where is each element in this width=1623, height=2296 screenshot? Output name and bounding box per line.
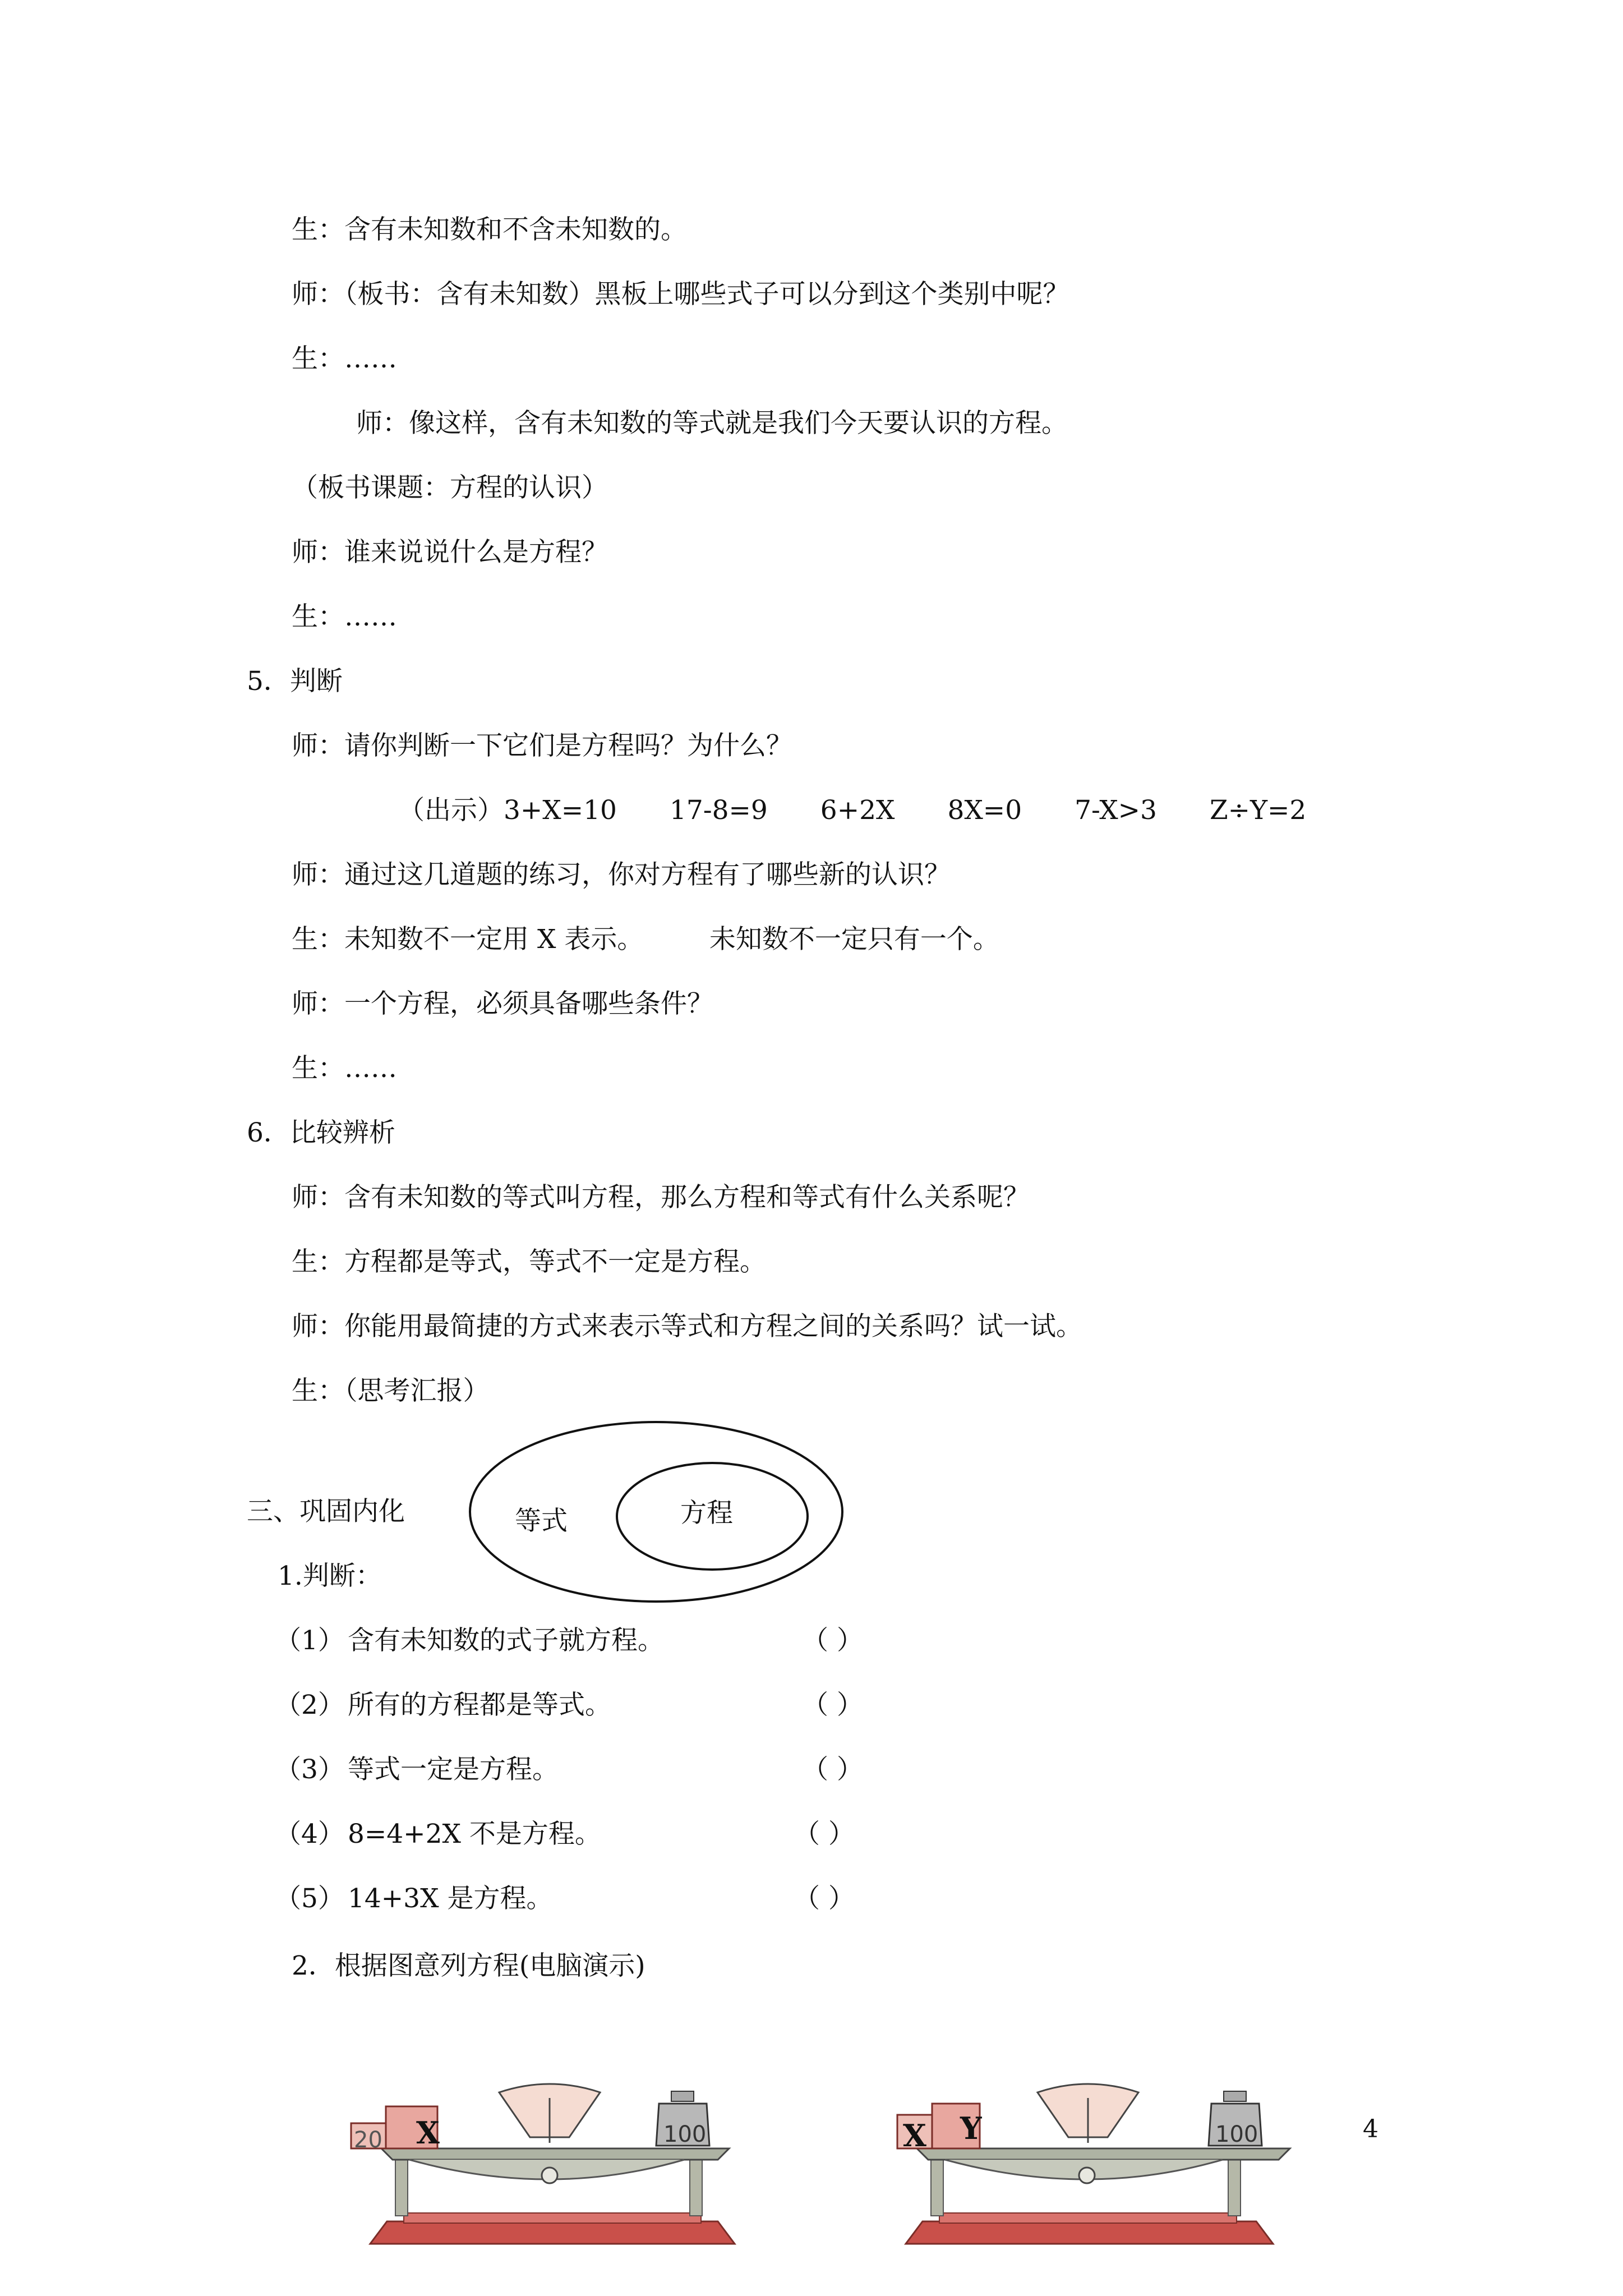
judge-text: 所有的方程都是等式。: [348, 1690, 611, 1720]
judge-number: （2）: [275, 1690, 344, 1720]
section3-title: 三、巩固内化: [247, 1496, 405, 1527]
venn-outer-label: 等式: [515, 1506, 568, 1536]
judge-blank[interactable]: （ ）: [794, 1819, 855, 1849]
page-number: 4: [1363, 2115, 1378, 2143]
dialogue-line: 生：……: [292, 601, 397, 632]
judge-blank[interactable]: （ ）: [802, 1690, 863, 1720]
judge-blank[interactable]: （ ）: [794, 1883, 855, 1914]
section3-sub1: 1.判断：: [278, 1561, 382, 1591]
equations-line: （出示）3+X=10 17-8=9 6+2X 8X=0 7-X>3 Z÷Y=2: [398, 795, 1307, 826]
judge-text: 8=4+2X 不是方程。: [348, 1819, 601, 1849]
dialogue-line: 师：谁来说说什么是方程？: [292, 537, 608, 568]
dialogue-line: 师：（板书：含有未知数）黑板上哪些式子可以分到这个类别中呢？: [292, 279, 1069, 310]
judge-number: （5）: [275, 1883, 344, 1914]
section-heading: 5．判断: [247, 666, 343, 697]
dialogue-line: 生：（思考汇报）: [292, 1375, 490, 1406]
dialogue-line: 生：方程都是等式，等式不一定是方程。: [292, 1246, 766, 1277]
judge-text: 等式一定是方程。: [348, 1754, 559, 1785]
balance-scale-2: [897, 2076, 1312, 2266]
dialogue-line: 师：一个方程，必须具备哪些条件？: [292, 988, 713, 1019]
section-heading: 6．比较辨析: [247, 1117, 395, 1148]
judge-text: 14+3X 是方程。: [348, 1883, 553, 1914]
judge-blank[interactable]: （ ）: [802, 1625, 863, 1656]
dialogue-line: 师：你能用最简捷的方式来表示等式和方程之间的关系吗？试一试。: [292, 1311, 1082, 1342]
dialogue-line: 师：含有未知数的等式叫方程，那么方程和等式有什么关系呢？: [292, 1182, 1030, 1213]
judge-number: （4）: [275, 1819, 344, 1849]
judge-number: （3）: [275, 1754, 344, 1785]
board-title-line: （板书课题：方程的认识）: [292, 472, 608, 503]
balance-scale-1: [348, 2076, 763, 2266]
scale1-box-label: X: [416, 2115, 440, 2151]
scale1-right-weight: 100: [663, 2122, 707, 2147]
judge-number: （1）: [275, 1625, 344, 1656]
scale2-box2-label: Y: [960, 2110, 982, 2146]
scale2-right-weight: 100: [1215, 2122, 1258, 2147]
venn-inner-label: 方程: [680, 1498, 733, 1529]
dialogue-line: 师：通过这几道题的练习，你对方程有了哪些新的认识？: [292, 859, 951, 890]
dialogue-line: 师：请你判断一下它们是方程吗？为什么？: [292, 730, 792, 761]
dialogue-line: 师：像这样，含有未知数的等式就是我们今天要认识的方程。: [356, 408, 1068, 439]
scale1-left-weight: 20: [354, 2127, 382, 2153]
dialogue-line: 生：……: [292, 1053, 397, 1084]
judge-text: 含有未知数的式子就方程。: [348, 1625, 664, 1656]
scale2-box1-label: X: [903, 2118, 926, 2154]
dialogue-line: 生：……: [292, 343, 397, 374]
dialogue-line: 生：含有未知数和不含未知数的。: [292, 214, 687, 245]
section3-sub2: 2．根据图意列方程(电脑演示): [292, 1950, 645, 1981]
dialogue-line: 生：未知数不一定用 X 表示。 未知数不一定只有一个。: [292, 924, 999, 955]
judge-blank[interactable]: （ ）: [802, 1754, 863, 1785]
